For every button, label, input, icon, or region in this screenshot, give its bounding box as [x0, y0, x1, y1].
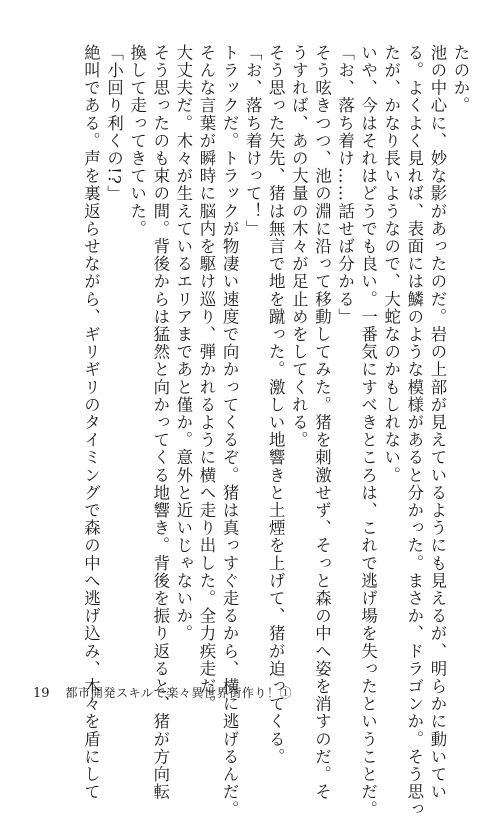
text-line: 池の中心に、妙な影があったのだ。岩の上部が見えているようにも見えるが、明らかに動いてい: [427, 44, 447, 801]
text-line: 大丈夫だ。木々が生えているエリアまであと僅か。意外と近いじゃないか。: [173, 44, 193, 643]
text-line: 絶叫である。声を裏返らせながら、ギリギリのタイミングで森の中へ逃げ込み、木々を盾にして: [81, 44, 101, 801]
text-line: る。よくよく見れば、表面には鱗のような模様があると分かった。まさか、ドラゴンか。そう思っ: [404, 44, 424, 818]
text-line: そう思ったのも束の間。背後からは猛然と向かってくる地響き。背後を振り返ると、猪が方向転: [150, 44, 170, 801]
page-number: 19: [33, 686, 50, 701]
text-line: たが、かなり長いようなので、大蛇なのかもしれない。: [381, 44, 401, 484]
page-footer: [33, 684, 292, 701]
text-line: トラックだ。トラックが物凄い速度で向かってくるぞ。猪は真っすぐ走るから、横に逃げるんだ。: [220, 44, 240, 818]
text-line: いや、今はそれはどうでも良い。一番気にすべきところは、これで逃げ場を失ったということだ。: [358, 44, 378, 818]
text-line: 「お、落ち着け……話せば分かる」: [335, 44, 355, 326]
text-line: 換して走ってきていた。: [127, 44, 147, 238]
text-line: 「小回り利くの!?」: [104, 44, 124, 203]
book-title: 都市開発スキルで楽々異世界街作り！①: [65, 686, 293, 700]
text-line: そんな言葉が瞬時に脳内を駆け巡り、弾かれるように横へ走り出した。全力疾走だ。: [196, 44, 216, 713]
text-line: たのか。: [451, 44, 470, 115]
text-line: そう思った矢先、猪は無言で地を蹴った。激しい地響きと土煙を上げて、猪が迫ってくる。: [266, 44, 286, 766]
text-line: うすれば、あの大量の木々が足止めをしてくれる。: [289, 44, 309, 449]
text-line: そう呟きつつ、池の淵に沿って移動してみた。猪を刺激せず、そっと森の中へ姿を消すのだ。そ: [312, 44, 332, 801]
text-line: 「お、落ち着けって！」: [243, 44, 263, 238]
